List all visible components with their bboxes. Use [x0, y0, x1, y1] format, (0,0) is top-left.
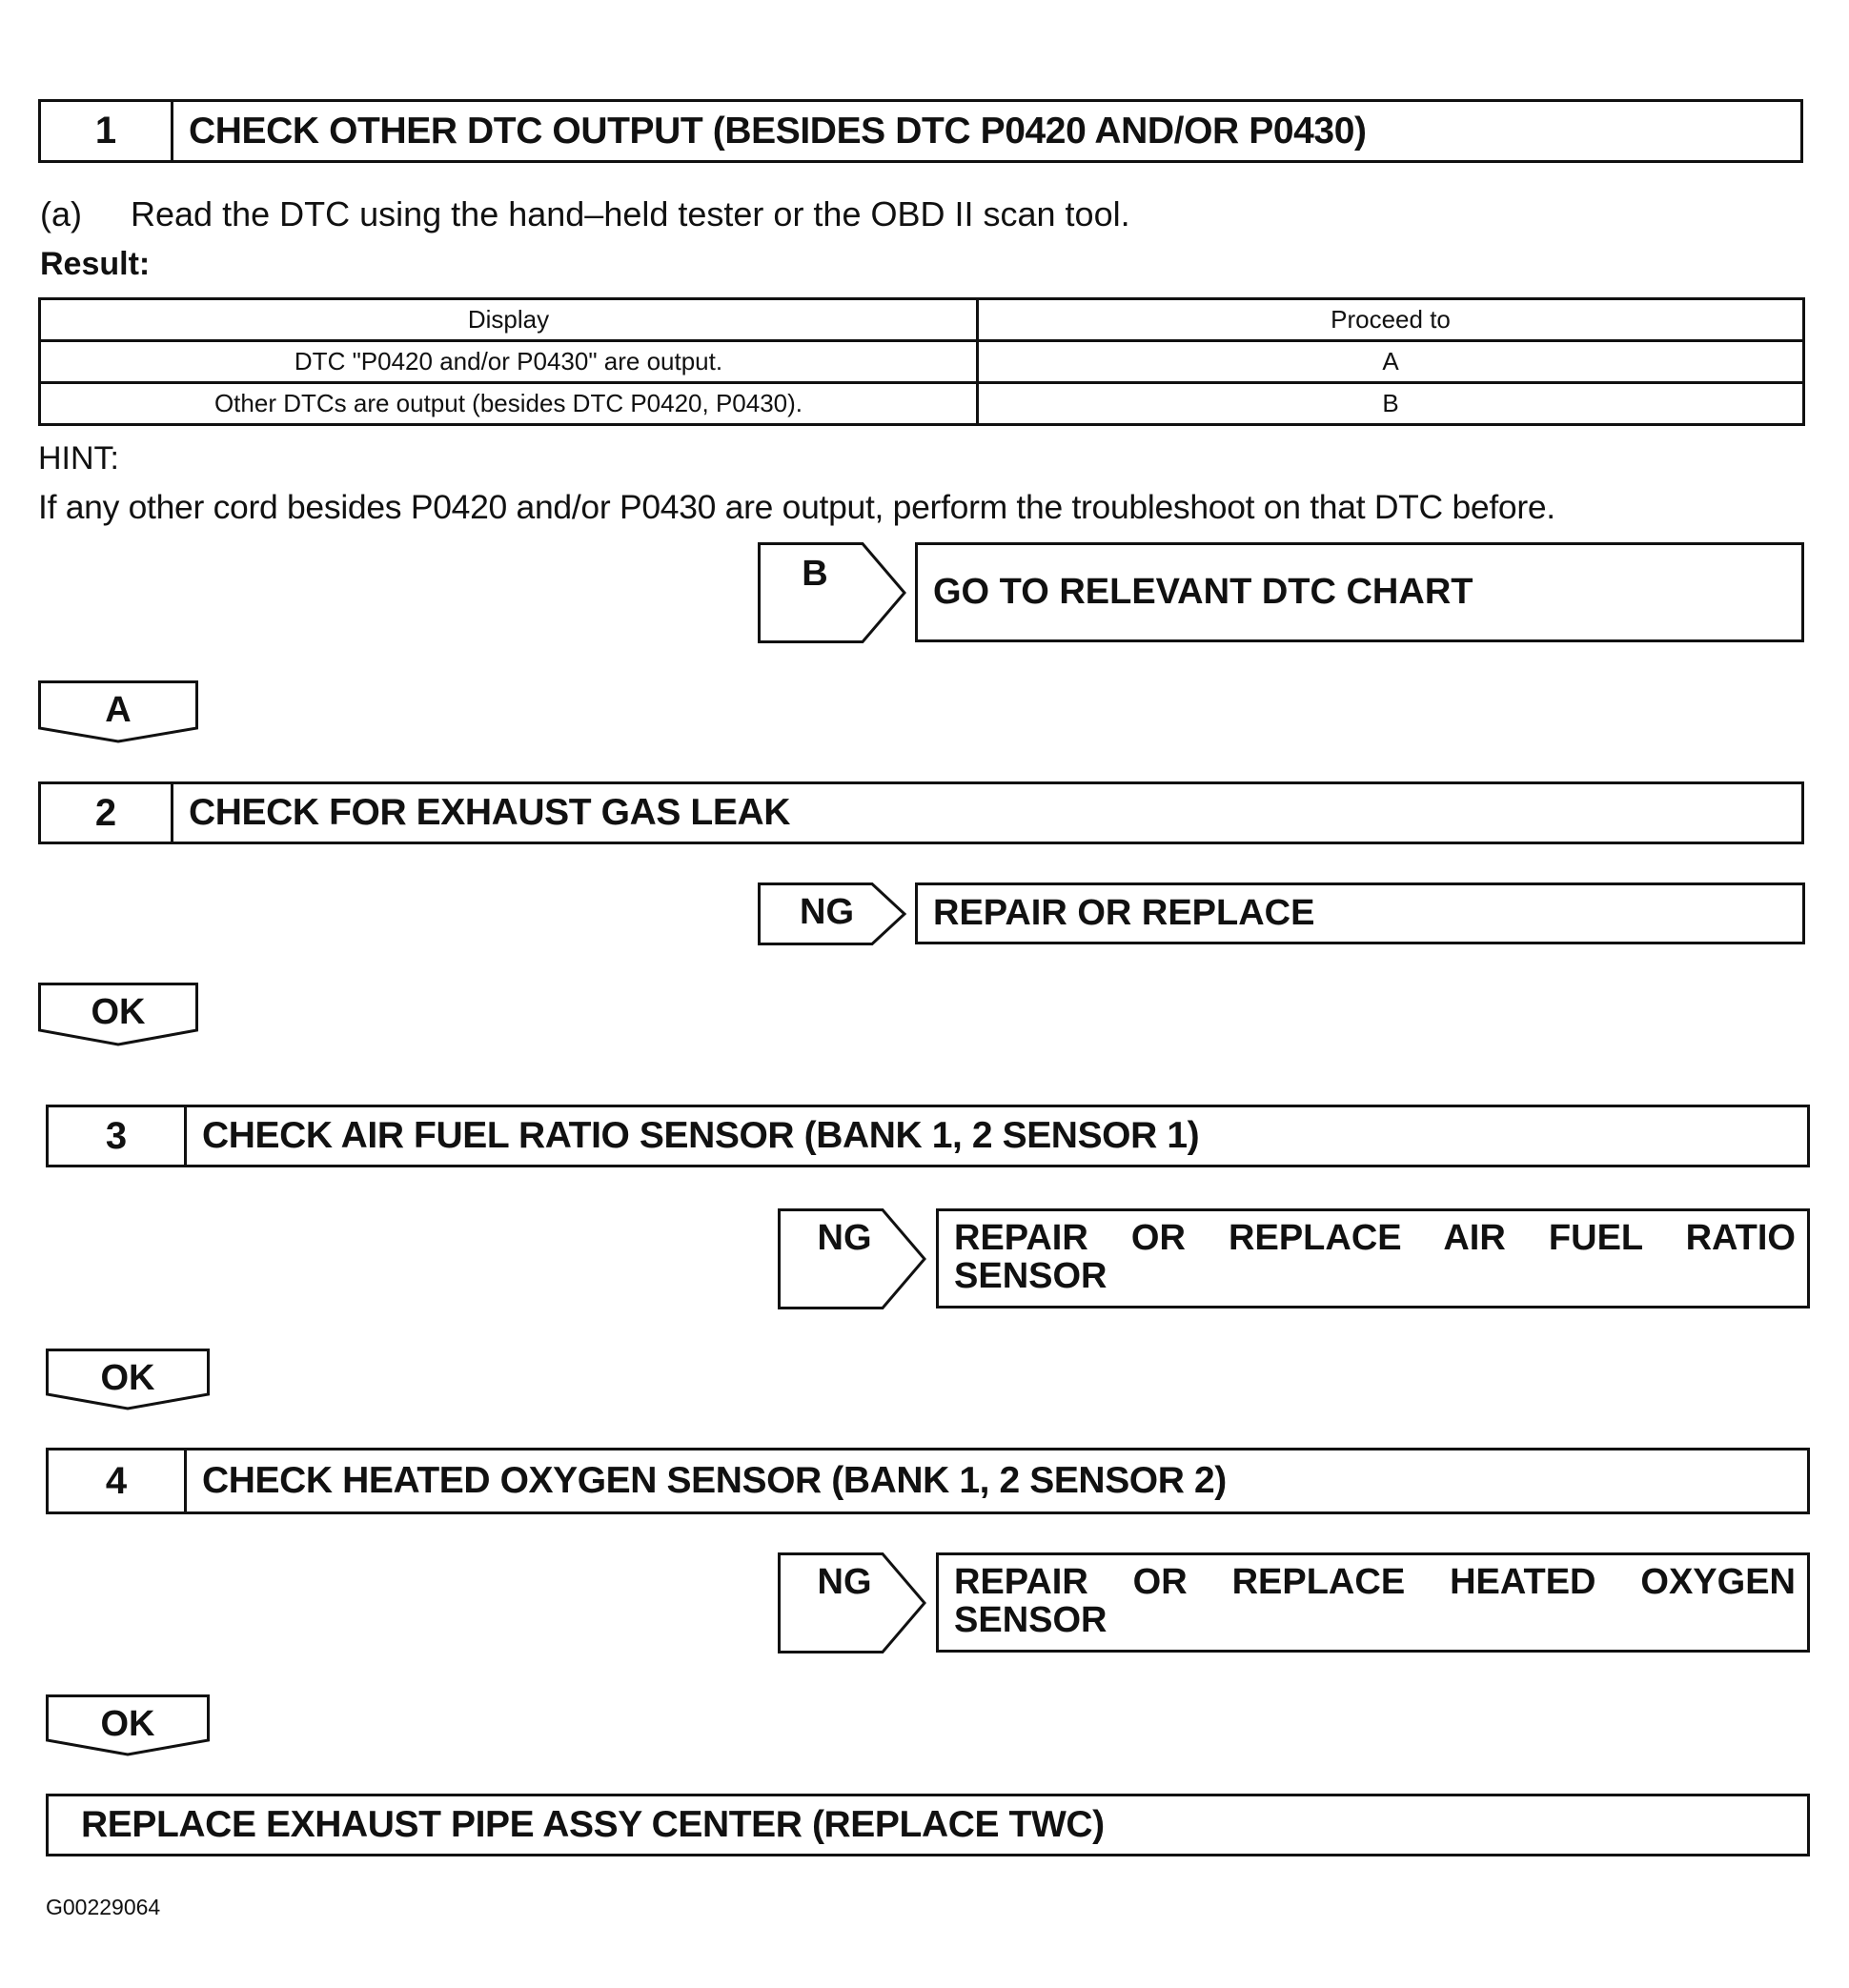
cell-proceed: A: [978, 341, 1804, 383]
continue-tab-ok: [46, 1349, 210, 1410]
hint-text: If any other cord besides P0420 and/or P0430 are output, perform the troubleshoot on that DTC before.: [38, 488, 1555, 526]
step-2-header: [38, 781, 1804, 844]
result-table: [38, 297, 1805, 426]
header-proceed-to: Proceed to: [978, 299, 1804, 341]
action-line-2: SENSOR: [954, 1600, 1107, 1640]
step-4-header: [46, 1448, 1810, 1514]
tab-label: A: [105, 690, 132, 730]
tab-label: OK: [100, 1704, 155, 1744]
tab-label: OK: [100, 1358, 155, 1398]
table-row: [40, 341, 1804, 383]
hint-label: HINT:: [38, 440, 119, 477]
step-title: CHECK OTHER DTC OUTPUT (BESIDES DTC P0420 AND/OR P0430): [189, 110, 1367, 152]
final-action-box: [46, 1794, 1810, 1856]
step-number: 1: [41, 102, 173, 160]
tab-label: OK: [91, 992, 146, 1032]
branch-label: B: [802, 554, 828, 594]
step-title: CHECK FOR EXHAUST GAS LEAK: [189, 792, 790, 833]
cell-proceed: B: [978, 383, 1804, 425]
step-title: CHECK AIR FUEL RATIO SENSOR (BANK 1, 2 SENSOR 1): [202, 1115, 1200, 1156]
table-header-row: [40, 299, 1804, 341]
branch-label: NG: [817, 1562, 872, 1602]
action-line-1: REPAIR OR REPLACE AIR FUEL RATIO: [954, 1218, 1796, 1258]
instruction-marker: (a): [40, 194, 82, 233]
result-label: Result:: [40, 246, 151, 282]
branch-label: NG: [817, 1218, 872, 1258]
branch-ng-action: REPAIR OR REPLACE: [915, 882, 1805, 944]
branch-ng-arrow: [778, 1552, 927, 1653]
cell-display: Other DTCs are output (besides DTC P0420, P0430).: [40, 383, 978, 425]
cell-display: DTC "P0420 and/or P0430" are output.: [40, 341, 978, 383]
continue-tab-ok: [46, 1694, 210, 1756]
action-line-2: SENSOR: [954, 1256, 1107, 1296]
final-action-text: REPLACE EXHAUST PIPE ASSY CENTER (REPLACE TWC): [81, 1804, 1105, 1845]
step-number: 3: [49, 1107, 187, 1165]
action-line-1: REPAIR OR REPLACE HEATED OXYGEN: [954, 1562, 1796, 1602]
step-3-header: [46, 1105, 1810, 1167]
step-title: CHECK HEATED OXYGEN SENSOR (BANK 1, 2 SENSOR 2): [202, 1460, 1227, 1501]
branch-ng-arrow: [758, 882, 907, 945]
branch-ng-arrow: [778, 1208, 927, 1309]
branch-b-arrow: [758, 542, 907, 643]
continue-tab-a: [38, 680, 198, 743]
branch-label: NG: [800, 892, 854, 932]
branch-ng-action: [936, 1552, 1810, 1653]
instruction-text: Read the DTC using the hand–held tester or the OBD II scan tool.: [131, 194, 1130, 233]
step-number: 4: [49, 1450, 187, 1511]
table-row: [40, 383, 1804, 425]
step-1-header: [38, 99, 1803, 163]
step-number: 2: [41, 784, 173, 842]
header-display: Display: [40, 299, 978, 341]
branch-ng-action: [936, 1208, 1810, 1308]
figure-id: G00229064: [46, 1895, 161, 1919]
branch-b-action: GO TO RELEVANT DTC CHART: [915, 542, 1804, 642]
continue-tab-ok: [38, 983, 198, 1046]
